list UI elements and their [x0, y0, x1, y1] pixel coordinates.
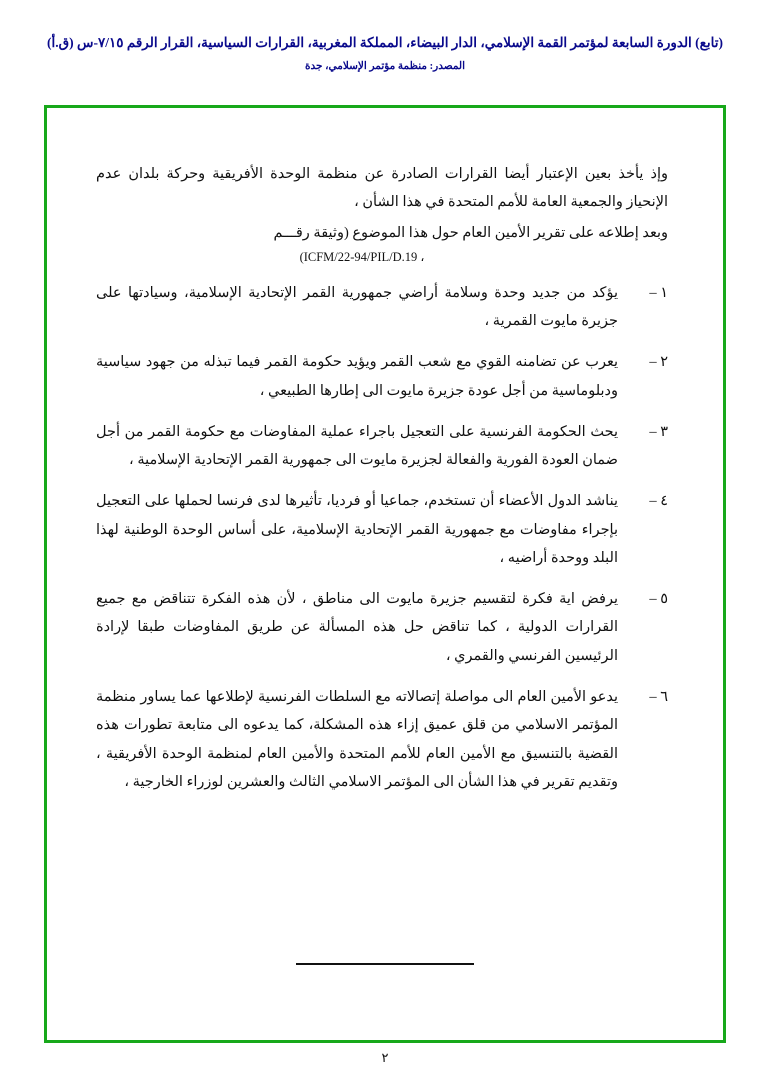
clause-item — [96, 683, 668, 796]
clause-item — [96, 487, 668, 572]
clause-text: يرفض اية فكرة لتقسيم جزيرة مايوت الى مناطق ، لأن هذه الفكرة تتناقض مع جميع القرارات الدولية ، كما تناقض حل هذه المسألة عن طريق المفاوضات طبقا لإرادة الرئيسين الفرنسي والقمري ، — [96, 591, 618, 664]
clause-text: يناشد الدول الأعضاء أن تستخدم، جماعيا أو فرديا، تأثيرها لدى فرنسا لحملها على التعجيل بإجراء مفاوضات مع جمهورية القمر الإتحادية الإسلامية، على أساس الوحدة الوطنية لهذا البلد ووحدة أراضيه ، — [96, 493, 618, 566]
document-body — [96, 160, 668, 809]
preamble-paragraph-2: وبعد إطلاعه على تقرير الأمين العام حول هذا الموضوع (وثيقة رقـــم — [273, 224, 668, 241]
clause-item — [96, 585, 668, 670]
clause-number: ١ – — [649, 284, 668, 301]
clause-number: ٥ – — [649, 591, 668, 608]
clause-text: يدعو الأمين العام الى مواصلة إتصالاته مع السلطات الفرنسية لإطلاعها عما يساور منظمة المؤتمر الاسلامي من قلق عميق إزاء هذه المشكلة، كما يدعوه الى متابعة تطورات هذه القضية بالتنسيق مع الأمين العام للأمم المتحدة والأمين العام لمنظمة الوحدة الأفريقية ، وتقديم تقرير في هذا الشأن الى المؤتمر الاسلامي الثالث والعشرين لوزراء الخارجية ، — [96, 688, 618, 790]
clause-text: يؤكد من جديد وحدة وسلامة أراضي جمهورية القمر الإتحادية الإسلامية، وسيادتها على جزيرة مايوت القمرية ، — [96, 284, 618, 330]
clause-item — [96, 279, 668, 336]
horizontal-rule — [0, 952, 770, 970]
clause-text: يعرب عن تضامنه القوي مع شعب القمر ويؤيد حكومة القمر فيما تبذله من جهود سياسية ودبلوماسية من أجل عودة جزيرة مايوت الى إطارها الطبيعي ، — [96, 354, 618, 399]
header-source: المصدر: منظمة مؤتمر الإسلامي، جدة — [304, 60, 466, 72]
clause-list — [96, 279, 668, 796]
clause-number: ٢ – — [649, 354, 668, 371]
clause-text: يحث الحكومة الفرنسية على التعجيل باجراء عملية المفاوضات مع حكومة القمر من أجل ضمان العودة الفورية والفعالة لجزيرة مايوت الى جمهورية القمر الإتحادية الإسلامية ، — [96, 423, 618, 469]
document-header — [0, 34, 770, 72]
header-title: (تابع) الدورة السابعة لمؤتمر القمة الإسلامي، الدار البيضاء، المملكة المغربية، القرارات السياسية، القرار الرقم ٧/١٥-س (ق.أ) — [47, 35, 723, 50]
clause-number: ٦ – — [649, 688, 668, 705]
page-number: ٢ — [381, 1050, 389, 1065]
document-reference: (ICFM/22-94/PIL/D.19 ، — [299, 249, 425, 264]
clause-number: ٣ – — [649, 423, 668, 440]
clause-item — [96, 348, 668, 405]
clause-item — [96, 418, 668, 475]
clause-number: ٤ – — [649, 493, 668, 510]
preamble-paragraph-1: وإذ يأخذ بعين الإعتبار أيضا القرارات الصادرة عن منظمة الوحدة الأفريقية وحركة بلدان عدم الإنحياز والجمعية العامة للأمم المتحدة في هذا الشأن ، — [96, 166, 668, 211]
